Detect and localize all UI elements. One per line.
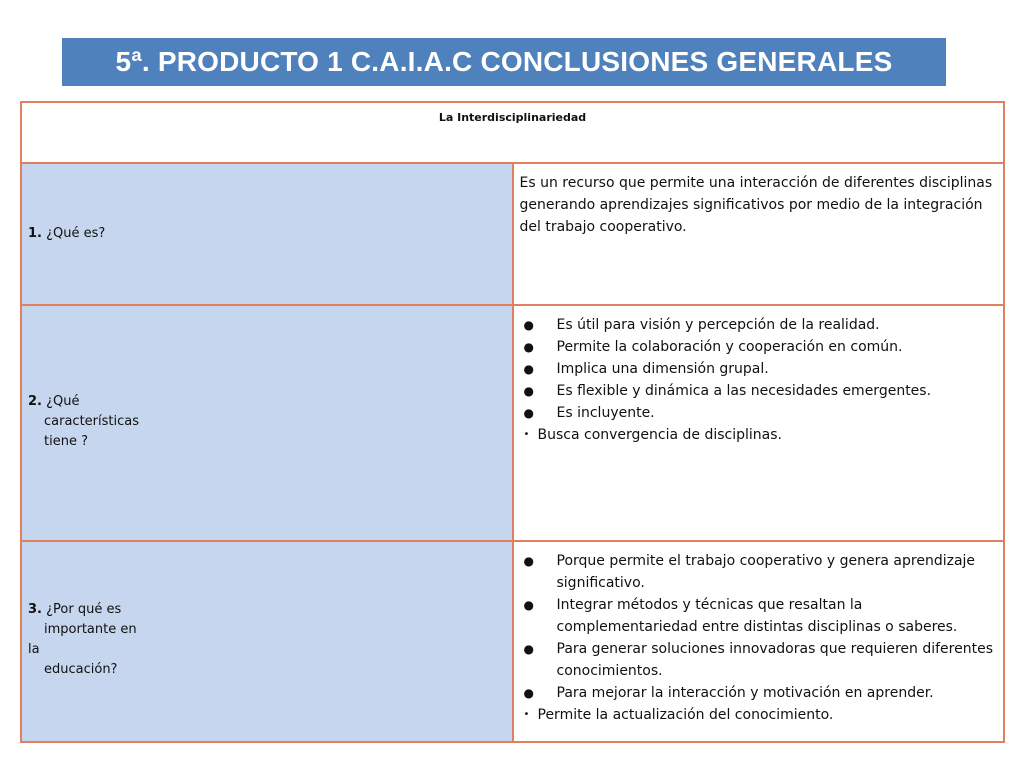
list-item: ● Para mejorar la interacción y motivación en aprender.	[520, 682, 996, 704]
bullet-icon: ●	[523, 642, 534, 656]
question-text: tiene ?	[44, 434, 88, 449]
table-header: La Interdisciplinariedad	[21, 102, 1004, 163]
bullet-icon: ●	[523, 340, 534, 354]
table-row	[21, 305, 1004, 541]
answer-cell	[513, 305, 1005, 541]
list-item: ● Integrar métodos y técnicas que resaltan la complementariedad entre distintas disciplinas o saberes.	[520, 594, 996, 638]
question-cell	[21, 541, 513, 742]
question-text: ¿Qué es?	[46, 226, 106, 241]
list-item: ● Es incluyente.	[520, 402, 996, 424]
conclusions-table	[20, 101, 1005, 743]
list-item: ● Permite la colaboración y cooperación en común.	[520, 336, 996, 358]
question-text: la	[28, 642, 40, 657]
question-cell	[21, 163, 513, 305]
question-number: 3.	[28, 602, 42, 617]
bullet-icon: •	[523, 429, 530, 440]
question-number: 2.	[28, 394, 42, 409]
slide-title: 5ª. PRODUCTO 1 C.A.I.A.C CONCLUSIONES GENERALES	[62, 38, 946, 86]
list-item: ● Implica una dimensión grupal.	[520, 358, 996, 380]
list-item: ● Es útil para visión y percepción de la realidad.	[520, 314, 996, 336]
list-item: • Busca convergencia de disciplinas.	[520, 424, 996, 446]
bullet-list	[520, 314, 996, 446]
list-item: ● Porque permite el trabajo cooperativo y genera aprendizaje significativo.	[520, 550, 996, 594]
list-item: ● Es flexible y dinámica a las necesidades emergentes.	[520, 380, 996, 402]
table-row	[21, 163, 1004, 305]
bullet-icon: ●	[523, 598, 534, 612]
list-item: • Permite la actualización del conocimiento.	[520, 704, 996, 726]
answer-cell	[513, 163, 1005, 305]
question-text: características	[44, 414, 139, 429]
question-text: ¿Por qué es	[46, 602, 122, 617]
bullet-icon: ●	[523, 406, 534, 420]
table-row	[21, 541, 1004, 742]
bullet-icon: ●	[523, 686, 534, 700]
question-cell	[21, 305, 513, 541]
bullet-list	[520, 550, 996, 726]
answer-cell	[513, 541, 1005, 742]
answer-text: Es un recurso que permite una interacción de diferentes disciplinas generando aprendizajes significativos por medio de la integración del trabajo cooperativo.	[519, 175, 993, 235]
question-text: importante en	[44, 622, 137, 637]
question-text: ¿Qué	[46, 394, 80, 409]
bullet-icon: ●	[523, 318, 534, 332]
list-item: ● Para generar soluciones innovadoras que requieren diferentes conocimientos.	[520, 638, 996, 682]
question-number: 1.	[28, 226, 42, 241]
bullet-icon: ●	[523, 362, 534, 376]
bullet-icon: •	[523, 709, 530, 720]
bullet-icon: ●	[523, 554, 534, 568]
bullet-icon: ●	[523, 384, 534, 398]
question-text: educación?	[44, 662, 118, 677]
